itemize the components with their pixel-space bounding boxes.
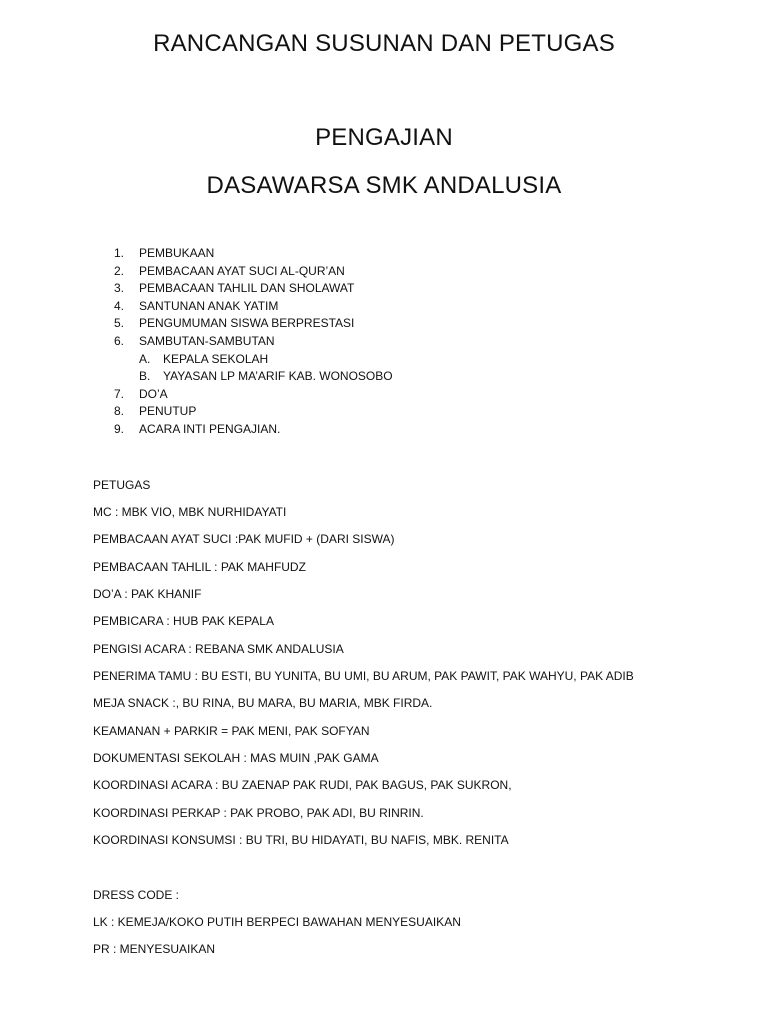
agenda-item-number: 6.	[114, 333, 125, 348]
agenda-item-text: PENGUMUMAN SISWA BERPRESTASI	[139, 316, 355, 331]
dress-code-pr: PR : MENYESUAIKAN	[93, 942, 216, 956]
agenda-item-text: DO’A	[139, 386, 168, 401]
dress-code-heading: DRESS CODE :	[93, 888, 180, 902]
agenda-item-text: PEMBACAAN TAHLIL DAN SHOLAWAT	[139, 281, 355, 296]
agenda-item-text: PEMBACAAN AYAT SUCI AL-QUR’AN	[139, 263, 345, 278]
petugas-line-mc: MC : MBK VIO, MBK NURHIDAYATI	[93, 505, 287, 519]
document-subtitle-event: PENGAJIAN	[315, 124, 453, 151]
petugas-line-pembacaan-ayat: PEMBACAAN AYAT SUCI :PAK MUFID + (DARI SISWA)	[93, 532, 395, 546]
agenda-item-number: 9.	[114, 421, 125, 436]
agenda-item-number: 3.	[114, 281, 125, 296]
petugas-line-meja-snack: MEJA SNACK :, BU RINA, BU MARA, BU MARIA, MBK FIRDA.	[93, 696, 433, 710]
agenda-subitem-letter: B.	[139, 369, 151, 384]
petugas-line-koordinasi-perkap: KOORDINASI PERKAP : PAK PROBO, PAK ADI, BU RINRIN.	[93, 806, 424, 820]
petugas-line-tahlil: PEMBACAAN TAHLIL : PAK MAHFUDZ	[93, 560, 306, 574]
agenda-item-text: SAMBUTAN-SAMBUTAN	[139, 333, 275, 348]
agenda-subitem-letter: A.	[139, 351, 151, 366]
dress-code-lk: LK : KEMEJA/KOKO PUTIH BERPECI BAWAHAN MENYESUAIKAN	[93, 915, 461, 929]
agenda-item-number: 5.	[114, 316, 125, 331]
petugas-line-doa: DO’A : PAK KHANIF	[93, 587, 202, 601]
petugas-line-keamanan: KEAMANAN + PARKIR = PAK MENI, PAK SOFYAN	[93, 724, 370, 738]
petugas-heading: PETUGAS	[93, 478, 151, 492]
document-title: RANCANGAN SUSUNAN DAN PETUGAS	[153, 30, 615, 57]
agenda-item-number: 1.	[114, 246, 125, 260]
petugas-line-dokumentasi: DOKUMENTASI SEKOLAH : MAS MUIN ,PAK GAMA	[93, 751, 379, 765]
document-subtitle-school: DASAWARSA SMK ANDALUSIA	[206, 172, 562, 199]
agenda-item-number: 2.	[114, 263, 125, 278]
agenda-item-text: SANTUNAN ANAK YATIM	[139, 298, 279, 313]
petugas-line-koordinasi-konsumsi: KOORDINASI KONSUMSI : BU TRI, BU HIDAYATI, BU NAFIS, MBK. RENITA	[93, 833, 509, 847]
agenda-subitem-text: YAYASAN LP MA’ARIF KAB. WONOSOBO	[163, 369, 393, 384]
agenda-item-text: PENUTUP	[139, 404, 197, 419]
petugas-line-pembicara: PEMBICARA : HUB PAK KEPALA	[93, 614, 274, 628]
agenda-item-number: 4.	[114, 298, 125, 313]
petugas-line-penerima-tamu: PENERIMA TAMU : BU ESTI, BU YUNITA, BU UMI, BU ARUM, PAK PAWIT, PAK WAHYU, PAK ADIB	[93, 669, 634, 683]
petugas-line-koordinasi-acara: KOORDINASI ACARA : BU ZAENAP PAK RUDI, PAK BAGUS, PAK SUKRON,	[93, 778, 512, 792]
agenda-item-text: ACARA INTI PENGAJIAN.	[139, 421, 281, 436]
agenda-item-text: PEMBUKAAN	[139, 246, 215, 260]
petugas-line-pengisi-acara: PENGISI ACARA : REBANA SMK ANDALUSIA	[93, 642, 344, 656]
agenda-item-number: 7.	[114, 386, 125, 401]
agenda-subitem-text: KEPALA SEKOLAH	[163, 351, 269, 366]
agenda-item-number: 8.	[114, 404, 125, 419]
